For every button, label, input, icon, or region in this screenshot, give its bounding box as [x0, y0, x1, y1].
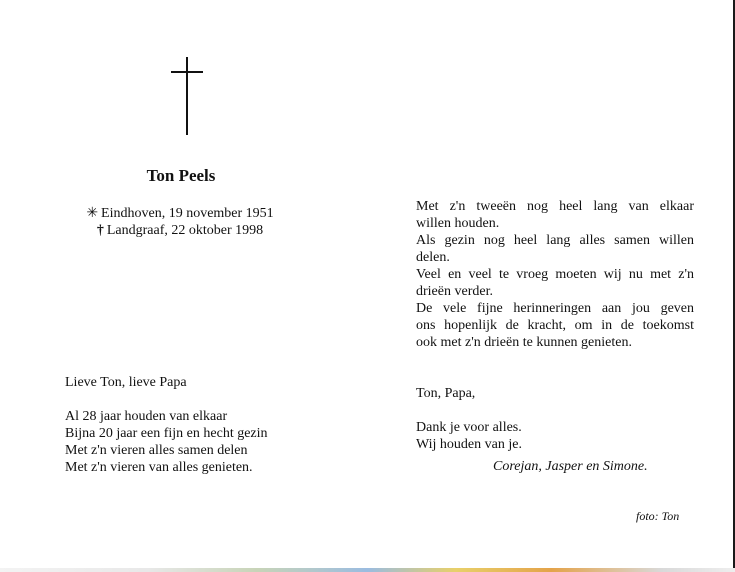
death-date: Landgraaf, 22 oktober 1998	[106, 223, 264, 238]
deceased-name: Ton Peels	[146, 166, 216, 185]
poem-line: Als gezin nog heel lang alles samen willen	[416, 233, 694, 248]
birth-line	[70, 205, 290, 222]
left-message	[65, 374, 268, 476]
birth-star-icon: ✳	[86, 206, 99, 221]
poem-line: ons hopenlijk de kracht, om in de toekomst	[416, 318, 694, 333]
greeting: Lieve Ton, lieve Papa	[65, 375, 187, 390]
thanks-line: Dank je voor alles.	[416, 420, 522, 435]
poem-line: Veel en veel te vroeg moeten wij nu met z'n	[416, 267, 694, 282]
signature: Corejan, Jasper en Simone.	[493, 459, 648, 474]
left-line: Bijna 20 jaar een fijn en hecht gezin	[65, 426, 268, 441]
right-message	[416, 385, 522, 453]
death-line	[70, 222, 290, 239]
right-poem	[416, 198, 694, 351]
life-dates	[70, 205, 290, 239]
poem-line: willen houden.	[416, 216, 500, 231]
poem-line: Met z'n tweeën nog heel lang van elkaar	[416, 199, 694, 214]
bottom-edge-strip	[0, 568, 735, 572]
death-cross-icon: †	[96, 223, 104, 238]
left-line: Met z'n vieren alles samen delen	[65, 443, 248, 458]
cross-icon	[171, 57, 203, 135]
left-line: Met z'n vieren van alles genieten.	[65, 460, 253, 475]
thanks-line: Wij houden van je.	[416, 437, 522, 452]
poem-line: delen.	[416, 250, 450, 265]
photo-credit: foto: Ton	[636, 509, 680, 523]
poem-line: drieën verder.	[416, 284, 493, 299]
left-line: Al 28 jaar houden van elkaar	[65, 409, 228, 424]
poem-line: ook met z'n drieën te kunnen genieten.	[416, 335, 632, 350]
poem-line: De vele fijne herinneringen aan jou geven	[416, 301, 694, 316]
address-line: Ton, Papa,	[416, 386, 476, 401]
birth-date: Eindhoven, 19 november 1951	[101, 206, 274, 221]
